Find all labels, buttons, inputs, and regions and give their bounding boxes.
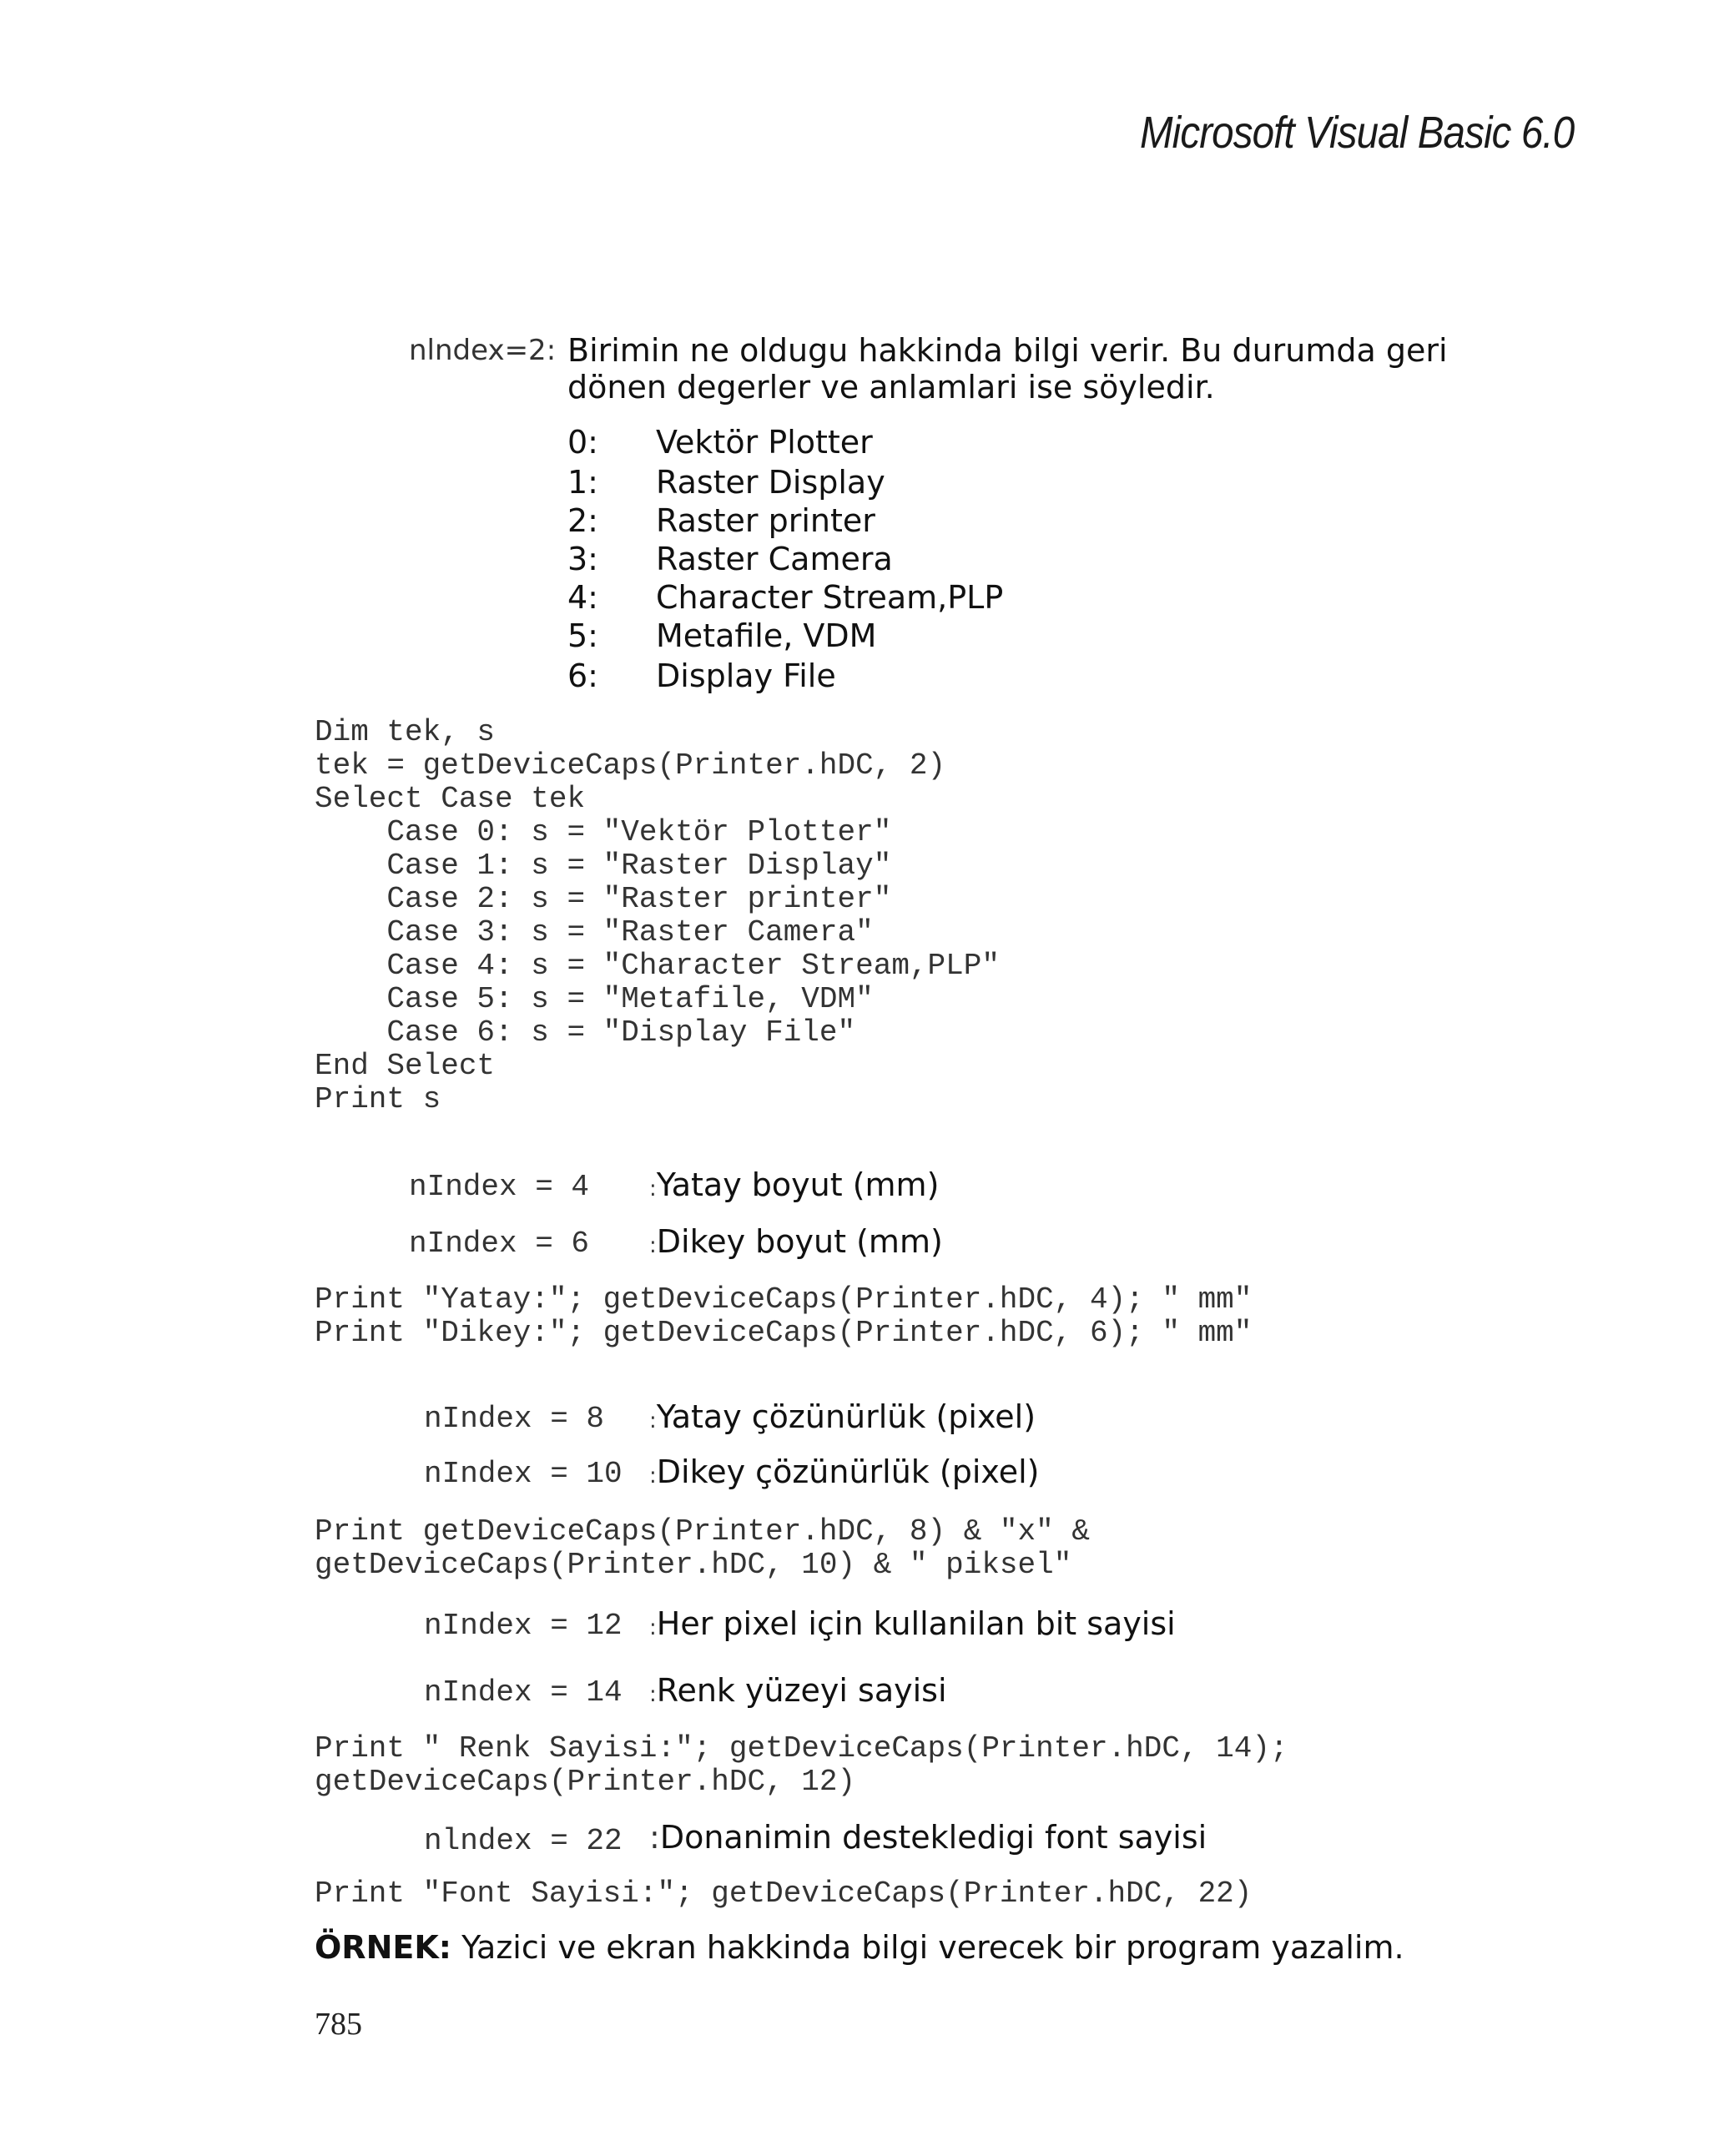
code-line: Print "Dikey:"; getDeviceCaps(Printer.hDC, 6); " mm"	[315, 1316, 1253, 1350]
code-line: Case 1: s = "Raster Display"	[315, 849, 892, 883]
code-line: Print getDeviceCaps(Printer.hDC, 8) & "x" &	[315, 1514, 1090, 1549]
parameter-label: nIndex = 4	[409, 1170, 590, 1204]
code-line: Print " Renk Sayisi:"; getDeviceCaps(Printer.hDC, 14);	[315, 1731, 1288, 1766]
list-item-number: 0:	[567, 424, 598, 461]
code-line: getDeviceCaps(Printer.hDC, 10) & " piksel"	[315, 1548, 1072, 1582]
parameter-description-text: Donanimin destekledigi font sayisi	[659, 1819, 1207, 1856]
code-line: End Select	[315, 1049, 496, 1083]
list-item-number: 5:	[567, 617, 598, 654]
parameter-description-text: Her pixel için kullanilan bit sayisi	[656, 1605, 1176, 1642]
code-block-color	[315, 1732, 1288, 1799]
parameter-colon: :	[649, 1463, 657, 1489]
parameter-description-text: Renk yüzeyi sayisi	[656, 1672, 947, 1709]
parameter-colon: :	[649, 1408, 657, 1433]
code-line: Case 4: s = "Character Stream,PLP"	[315, 949, 1000, 983]
code-line: Case 6: s = "Display File"	[315, 1015, 856, 1050]
list-item-text: Raster Display	[656, 464, 885, 501]
parameter-colon: :	[649, 1819, 660, 1856]
code-block-select-case	[315, 716, 1000, 1116]
code-line: Case 0: s = "Vektör Plotter"	[315, 815, 892, 849]
parameter-label: nIndex = 10	[424, 1457, 623, 1491]
parameter-description	[649, 1453, 1039, 1490]
example-label: ÖRNEK:	[315, 1929, 451, 1966]
list-item-number: 6:	[567, 657, 598, 694]
code-block-font	[315, 1877, 1252, 1911]
parameter-description-text: Yatay çözünürlük (pixel)	[656, 1398, 1036, 1435]
parameter-description	[649, 1672, 947, 1709]
running-header: Microsoft Visual Basic 6.0	[1139, 108, 1574, 158]
list-item-text: Metafile, VDM	[656, 617, 877, 654]
list-item-text: Vektör Plotter	[656, 424, 873, 461]
code-line: getDeviceCaps(Printer.hDC, 12)	[315, 1765, 856, 1799]
parameter-label: nIndex = 14	[424, 1675, 623, 1710]
parameter-label: nIndex = 12	[424, 1609, 623, 1643]
parameter-label: nIndex = 8	[424, 1402, 605, 1436]
parameter-description-text: Yatay boyut (mm)	[656, 1166, 940, 1203]
parameter-label: nIndex = 6	[409, 1227, 590, 1261]
parameter-description	[649, 1166, 939, 1203]
code-line: Case 3: s = "Raster Camera"	[315, 915, 874, 950]
parameter-colon: :	[649, 1176, 657, 1201]
list-item-text: Raster Camera	[656, 541, 893, 577]
page-number: 785	[315, 2007, 362, 2042]
list-item-number: 4:	[567, 579, 598, 616]
code-line: Select Case tek	[315, 782, 586, 816]
intro-parameter-label: nlndex=2:	[409, 334, 557, 367]
code-block-resolution	[315, 1515, 1090, 1582]
parameter-description	[649, 1819, 1207, 1856]
example-text: Yazici ve ekran hakkinda bilgi verecek bir program yazalim.	[461, 1929, 1404, 1966]
list-item-text: Character Stream,PLP	[656, 579, 1004, 616]
parameter-colon: :	[649, 1682, 657, 1707]
parameter-description	[649, 1223, 943, 1260]
code-line: tek = getDeviceCaps(Printer.hDC, 2)	[315, 748, 946, 783]
list-item-text: Raster printer	[656, 502, 875, 539]
parameter-colon: :	[649, 1615, 657, 1640]
code-line: Print "Font Sayisi:"; getDeviceCaps(Printer.hDC, 22)	[315, 1876, 1253, 1911]
list-item-number: 3:	[567, 541, 598, 577]
intro-paragraph: Birimin ne oldugu hakkinda bilgi verir. Bu durumda geri dönen degerler ve anlamlari ise söyledir.	[567, 332, 1448, 406]
code-line: Case 5: s = "Metafile, VDM"	[315, 982, 874, 1016]
list-item-text: Display File	[656, 657, 836, 694]
parameter-description-text: Dikey boyut (mm)	[656, 1223, 943, 1260]
parameter-description-text: Dikey çözünürlük (pixel)	[656, 1453, 1040, 1490]
code-line: Print "Yatay:"; getDeviceCaps(Printer.hDC, 4); " mm"	[315, 1282, 1253, 1317]
parameter-description	[649, 1605, 1176, 1642]
code-block-size	[315, 1283, 1252, 1350]
code-line: Case 2: s = "Raster printer"	[315, 882, 892, 916]
code-line: Print s	[315, 1082, 441, 1116]
parameter-colon: :	[649, 1233, 657, 1258]
code-line: Dim tek, s	[315, 715, 496, 749]
list-item-number: 2:	[567, 502, 598, 539]
example-paragraph	[315, 1929, 1404, 1966]
parameter-description	[649, 1398, 1036, 1435]
parameter-label: nlndex = 22	[424, 1824, 623, 1858]
list-item-number: 1:	[567, 464, 598, 501]
